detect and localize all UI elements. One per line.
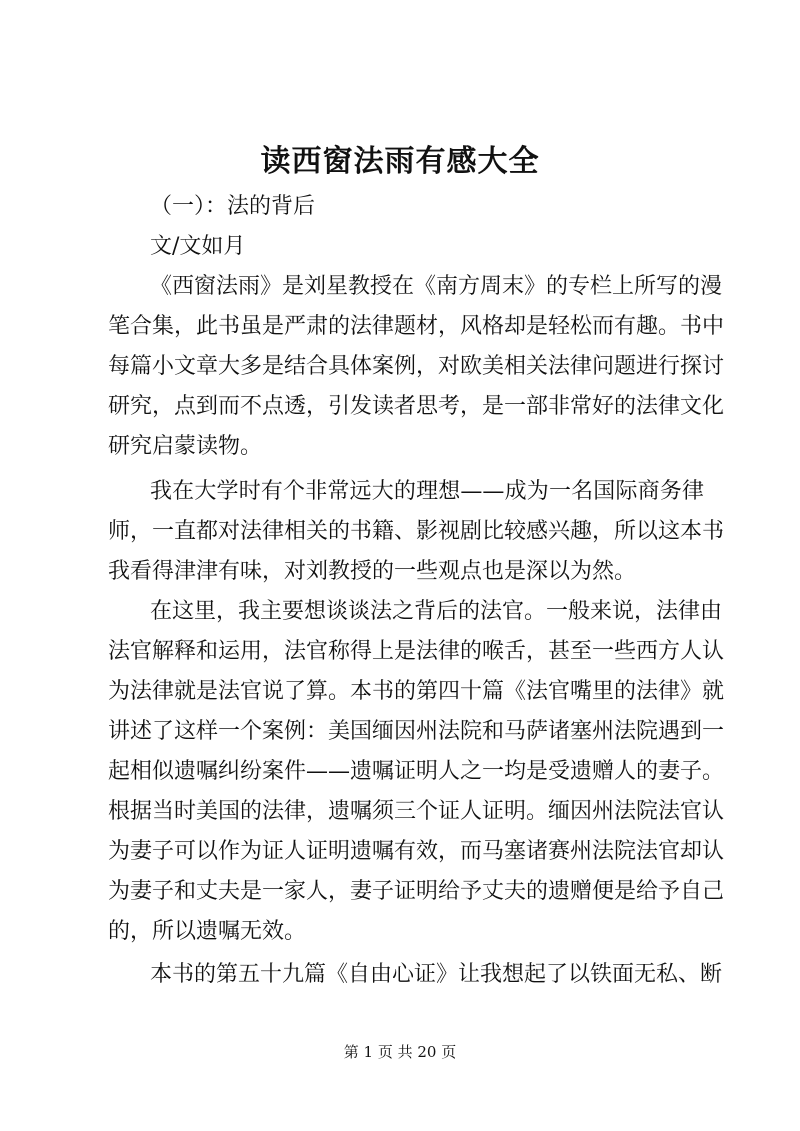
- paragraph-2-line-2: 师，一直都对法律相关的书籍、影视剧比较感兴趣，所以这本书: [108, 519, 725, 544]
- paragraph-3-line-4: 讲述了这样一个案例：美国缅因州法院和马萨诸塞州法院遇到一: [108, 719, 725, 744]
- paragraph-4-line-1: 本书的第五十九篇《自由心证》让我想起了以铁面无私、断: [150, 962, 723, 987]
- paragraph-3-line-7: 为妻子可以作为证人证明遗嘱有效，而马塞诸赛州法院法官却认: [108, 839, 725, 864]
- author-line: 文/文如月: [150, 234, 246, 259]
- page-footer: 第 1 页 共 20 页: [343, 1043, 457, 1061]
- paragraph-1-line-5: 研究启蒙读物。: [108, 434, 263, 459]
- paragraph-2-line-1: 我在大学时有个非常远大的理想——成为一名国际商务律: [150, 479, 704, 504]
- paragraph-3-line-6: 根据当时美国的法律，遗嘱须三个证人证明。缅因州法院法官认: [108, 799, 725, 824]
- document-title: 读西窗法雨有感大全: [260, 144, 540, 179]
- paragraph-1-line-2: 笔合集，此书虽是严肃的法律题材，风格却是轻松而有趣。书中: [108, 314, 725, 339]
- paragraph-2-line-3: 我看得津津有味，对刘教授的一些观点也是深以为然。: [108, 559, 637, 584]
- section-heading: （一）：法的背后: [150, 194, 316, 219]
- paragraph-1-line-3: 每篇小文章大多是结合具体案例，对欧美相关法律问题进行探讨: [108, 354, 725, 379]
- paragraph-3-line-5: 起相似遗嘱纠纷案件——遗嘱证明人之一均是受遗赠人的妻子。: [108, 759, 725, 784]
- paragraph-1-line-4: 研究，点到而不点透，引发读者思考，是一部非常好的法律文化: [108, 394, 725, 419]
- paragraph-3-line-3: 为法律就是法官说了算。本书的第四十篇《法官嘴里的法律》就: [108, 679, 725, 704]
- paragraph-3-line-9: 的，所以遗嘱无效。: [108, 919, 307, 944]
- paragraph-3-line-8: 为妻子和丈夫是一家人，妻子证明给予丈夫的遗赠便是给予自己: [108, 879, 725, 904]
- paragraph-3-line-2: 法官解释和运用，法官称得上是法律的喉舌，甚至一些西方人认: [108, 639, 725, 664]
- paragraph-3-line-1: 在这里，我主要想谈谈法之背后的法官。一般来说，法律由: [150, 599, 723, 624]
- paragraph-1-line-1: 《西窗法雨》是刘星教授在《南方周末》的专栏上所写的漫: [150, 274, 723, 299]
